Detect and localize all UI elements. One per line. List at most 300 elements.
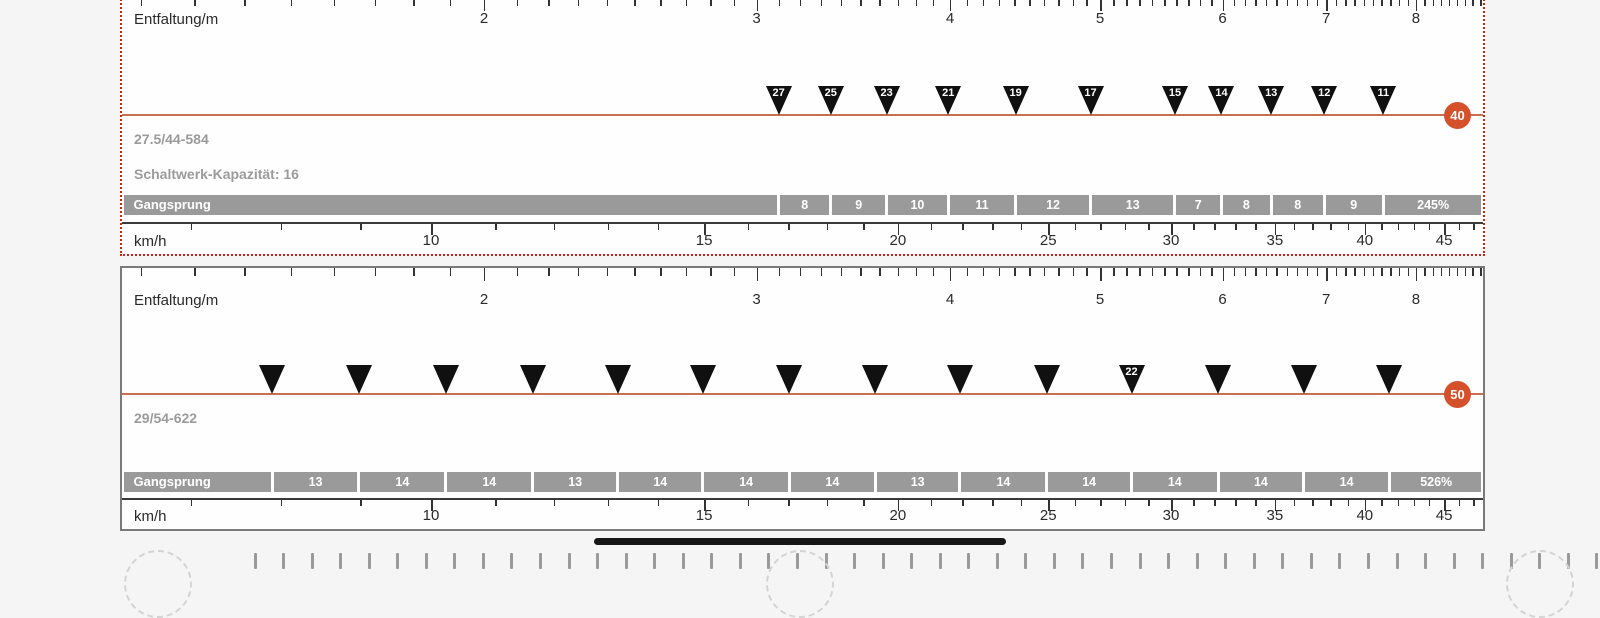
speed-tick (1294, 224, 1296, 230)
speed-tick (1398, 500, 1400, 506)
ruler-tick (375, 0, 377, 6)
triangle-icon (1205, 365, 1231, 394)
top-axis-label: Entfaltung/m (134, 11, 219, 28)
footer-tick (710, 553, 713, 569)
ruler-tick (1044, 268, 1046, 276)
ruler-tick-label: 2 (479, 10, 489, 27)
speed-tick (608, 224, 610, 230)
ruler-tick-label: 5 (1095, 291, 1105, 308)
ruler-tick (1164, 0, 1166, 6)
ruler-tick (933, 268, 935, 276)
ruler-tick (1139, 0, 1141, 6)
speed-tick (1214, 500, 1216, 506)
ruler-tick (841, 0, 843, 6)
gangsprung-cell: 14 (447, 472, 531, 492)
gear-marker (1205, 365, 1231, 394)
speed-tick (827, 500, 829, 506)
ruler-tick (1373, 268, 1375, 276)
ruler-tick (194, 0, 196, 6)
speed-tick (360, 500, 362, 506)
ruler-tick (1390, 0, 1392, 6)
footer-tick (939, 553, 942, 569)
gear-marker (1370, 86, 1396, 115)
gear-marker (1034, 365, 1060, 394)
speed-tick (1255, 500, 1257, 506)
ruler-tick-label: 3 (752, 291, 761, 308)
ruler-tick (1266, 0, 1268, 6)
ruler-tick (1297, 268, 1299, 276)
ruler-tick (141, 0, 143, 6)
gangsprung-cell: 8 (1223, 195, 1270, 215)
ruler-tick (1152, 268, 1154, 276)
footer-tick (1253, 553, 1256, 569)
ruler-tick (898, 0, 900, 6)
ruler-tick (1336, 268, 1338, 276)
speed-tick (1398, 224, 1400, 230)
speed-tick (554, 500, 556, 506)
ruler-tick (1223, 268, 1225, 281)
gangsprung-total-cell: 526% (1391, 472, 1482, 492)
footer-tick (1396, 553, 1399, 569)
speed-tick (554, 224, 556, 230)
ruler-tick (548, 0, 550, 6)
ruler-tick (1152, 0, 1154, 6)
ruler-tick (710, 268, 712, 276)
gangsprung-cell: 14 (1305, 472, 1388, 492)
ruler-tick (967, 268, 969, 276)
speed-tick (658, 500, 660, 506)
ruler-tick (1211, 268, 1213, 276)
speed-tick (1235, 500, 1237, 506)
ruler-tick (1200, 268, 1202, 276)
ruler-tick (1073, 0, 1075, 6)
ruler-tick (1433, 268, 1435, 276)
speed-tick (1294, 500, 1296, 506)
speed-tick (1193, 500, 1195, 506)
speed-tick (748, 500, 750, 506)
gear-marker (1258, 86, 1284, 115)
footer-tick (1110, 553, 1113, 569)
ruler-tick (1266, 268, 1268, 276)
triangle-icon (520, 365, 546, 394)
ruler-tick (1014, 0, 1016, 6)
footer-tick (1081, 553, 1084, 569)
footer-tick (1310, 553, 1313, 569)
ruler-tick (1234, 0, 1236, 6)
panel-title: 27.5/44-584 (134, 131, 209, 147)
gangsprung-cell: 12 (1017, 195, 1089, 215)
ruler-tick (1381, 0, 1383, 6)
gangsprung-cell: 14 (1133, 472, 1217, 492)
ruler-tick (1188, 0, 1190, 6)
gear-marker (1003, 86, 1029, 115)
ruler-tick (686, 268, 688, 276)
gear-marker (520, 365, 546, 394)
speed-tick (1214, 224, 1216, 230)
ruler-tick (1472, 0, 1474, 6)
ruler-tick (1188, 268, 1190, 276)
ruler-tick (1029, 268, 1031, 276)
ruler-tick (484, 268, 486, 281)
ruler-tick (1354, 268, 1356, 276)
ruler-tick (879, 268, 881, 276)
gear-marker (1291, 365, 1317, 394)
ruler-tick (1457, 268, 1459, 276)
speed-axis-line (122, 498, 1483, 500)
footer-tick (1139, 553, 1142, 569)
speed-tick (931, 224, 933, 230)
speed-tick (1429, 224, 1431, 230)
ruler-tick (1113, 268, 1115, 276)
ruler-tick (1416, 268, 1418, 281)
bottom-axis-label: km/h (134, 508, 167, 525)
footer-tick (596, 553, 599, 569)
footer-tick (1595, 553, 1598, 569)
gear-marker (935, 86, 961, 115)
ruler-tick (1139, 268, 1141, 276)
ruler-tick-label: 4 (945, 291, 955, 308)
footer-tick (539, 553, 542, 569)
speed-tick (1330, 224, 1332, 230)
footer-tick (1281, 553, 1284, 569)
ruler-tick (1058, 268, 1060, 276)
ruler-tick (291, 268, 293, 276)
ruler-tick (1044, 0, 1046, 6)
ruler-tick (734, 268, 736, 276)
speed-tick-label: 10 (422, 507, 440, 524)
gangsprung-cell: 14 (961, 472, 1045, 492)
ruler-tick (800, 268, 802, 276)
sprocket-icon (1506, 550, 1574, 618)
gangsprung-cell: 14 (1220, 472, 1303, 492)
gangsprung-cell: 14 (791, 472, 874, 492)
ruler-tick (1014, 268, 1016, 276)
speed-tick-label: 40 (1356, 232, 1374, 249)
ruler-tick (841, 268, 843, 276)
ruler-tick (1211, 0, 1213, 6)
triangle-icon (1291, 365, 1317, 394)
ruler-tick (800, 0, 802, 6)
gear-marker (1078, 86, 1104, 115)
ruler-tick (950, 268, 952, 281)
gear-marker-label: 25 (824, 87, 837, 99)
speed-axis-line (122, 222, 1483, 224)
ruler-tick (1390, 268, 1392, 276)
ruler-tick (1058, 0, 1060, 6)
ruler-tick (1086, 268, 1088, 276)
speed-tick (1429, 500, 1431, 506)
speed-tick (191, 224, 193, 230)
ruler-tick (1164, 268, 1166, 276)
gear-marker (1208, 86, 1234, 115)
footer-strip (0, 532, 1600, 569)
ruler-tick (244, 0, 246, 6)
speed-tick-label: 30 (1162, 232, 1180, 249)
speed-tick (281, 224, 283, 230)
ruler-tick (1086, 0, 1088, 6)
speed-tick (1075, 224, 1077, 230)
speed-tick (608, 500, 610, 506)
speed-tick (1414, 224, 1416, 230)
gear-marker-label: 22 (1125, 366, 1138, 378)
ruler-tick-label: 5 (1095, 10, 1105, 27)
speed-tick (1312, 224, 1314, 230)
speed-tick (1381, 224, 1383, 230)
ruler-tick-label: 2 (479, 291, 489, 308)
ruler-tick (450, 0, 452, 6)
speed-tick-label: 25 (1039, 232, 1057, 249)
speed-tick-label: 25 (1039, 507, 1057, 524)
speed-tick (1125, 224, 1127, 230)
speed-tick (1021, 500, 1023, 506)
speed-tick-label: 20 (889, 232, 907, 249)
ruler-tick (194, 268, 196, 276)
speed-tick (931, 500, 933, 506)
speed-tick-label: 35 (1266, 232, 1284, 249)
speed-tick (191, 500, 193, 506)
ruler-tick (967, 0, 969, 6)
speed-tick (827, 224, 829, 230)
ruler-tick (517, 0, 519, 6)
speed-tick-label: 15 (695, 232, 713, 249)
ruler-tick (1457, 0, 1459, 6)
footer-tick (853, 553, 856, 569)
chainring-badge: 50 (1444, 381, 1471, 408)
chart-area (122, 268, 1483, 529)
footer-tick (282, 553, 285, 569)
gear-marker-label: 21 (942, 87, 955, 99)
top-axis-label: Entfaltung/m (134, 292, 219, 309)
ruler-tick (1408, 268, 1410, 276)
footer-tick (1367, 553, 1370, 569)
ruler-tick (1255, 0, 1257, 6)
ruler-tick (660, 268, 662, 276)
speed-tick (1414, 500, 1416, 506)
panel-title: 29/54-622 (134, 410, 198, 426)
gear-marker (1311, 86, 1337, 115)
ruler-tick (983, 268, 985, 276)
ruler-tick (1200, 0, 1202, 6)
gear-marker-label: 11 (1377, 87, 1390, 99)
ruler-tick (1441, 0, 1443, 6)
ruler-tick (916, 0, 918, 6)
speed-tick-label: 35 (1266, 507, 1284, 524)
ruler-tick (1345, 0, 1347, 6)
ruler-tick (413, 0, 415, 6)
ruler-tick (450, 268, 452, 276)
gear-marker-label: 19 (1009, 87, 1022, 99)
ruler-tick (1245, 268, 1247, 276)
triangle-icon (346, 365, 372, 394)
ruler-tick (517, 268, 519, 276)
speed-tick (788, 224, 790, 230)
gangsprung-cell: 11 (950, 195, 1014, 215)
gear-marker-label: 17 (1084, 87, 1097, 99)
ruler-tick (1317, 0, 1319, 6)
gear-chart-panel-1[interactable] (120, 0, 1485, 256)
ruler-tick (1176, 268, 1178, 276)
triangle-icon (862, 365, 888, 394)
ruler-tick (1373, 0, 1375, 6)
speed-tick (992, 224, 994, 230)
ruler-tick (413, 268, 415, 276)
footer-tick (1224, 553, 1227, 569)
speed-tick-label: 45 (1435, 232, 1453, 249)
gear-line (122, 393, 1483, 395)
ruler-tick (141, 268, 143, 276)
speed-tick (1075, 500, 1077, 506)
gear-marker-label: 14 (1215, 87, 1228, 99)
gear-marker (1376, 365, 1402, 394)
footer-tick (739, 553, 742, 569)
ruler-tick (1307, 0, 1309, 6)
ruler-tick (1073, 268, 1075, 276)
speed-tick (495, 500, 497, 506)
footer-tick (1024, 553, 1027, 569)
ruler-tick (1255, 268, 1257, 276)
triangle-icon (1034, 365, 1060, 394)
ruler-tick (634, 268, 636, 276)
ruler-tick (1449, 0, 1451, 6)
ruler-tick (1472, 268, 1474, 276)
ruler-tick-label: 8 (1411, 10, 1421, 27)
speed-tick (1459, 224, 1461, 230)
gangsprung-cell: 14 (704, 472, 787, 492)
speed-tick (1348, 224, 1350, 230)
ruler-tick (1480, 268, 1482, 276)
ruler-tick (983, 0, 985, 6)
ruler-tick (1424, 268, 1426, 276)
gangsprung-row-label: Gangsprung (124, 195, 778, 215)
triangle-icon (259, 365, 285, 394)
gangsprung-cell: 14 (360, 472, 444, 492)
ruler-tick (1433, 0, 1435, 6)
ruler-tick (1245, 0, 1247, 6)
gear-marker (947, 365, 973, 394)
ruler-tick (1326, 268, 1328, 281)
ruler-tick (821, 268, 823, 276)
gear-marker (346, 365, 372, 394)
footer-tick (1481, 553, 1484, 569)
gear-marker (259, 365, 285, 394)
ruler-tick (634, 0, 636, 6)
ruler-tick (1287, 0, 1289, 6)
footer-tick (482, 553, 485, 569)
ruler-tick (660, 0, 662, 6)
ruler-tick (334, 268, 336, 276)
ruler-tick (1408, 0, 1410, 6)
footer-tick (882, 553, 885, 569)
ruler-tick-label: 3 (752, 10, 761, 27)
ruler-tick (548, 268, 550, 276)
ruler-tick (1126, 268, 1128, 276)
bottom-axis-label: km/h (134, 233, 167, 250)
ruler-tick (1100, 268, 1102, 281)
gangsprung-cell: 10 (888, 195, 947, 215)
triangle-icon (690, 365, 716, 394)
ruler-tick (1441, 268, 1443, 276)
speed-tick (1348, 500, 1350, 506)
ruler-tick (1465, 268, 1467, 276)
gangsprung-cell: 7 (1176, 195, 1219, 215)
speed-tick (1459, 500, 1461, 506)
ruler-tick (1029, 0, 1031, 6)
ruler-tick (1381, 268, 1383, 276)
footer-tick (910, 553, 913, 569)
ruler-tick-label: 8 (1411, 291, 1421, 308)
speed-tick (863, 224, 865, 230)
speed-tick (962, 500, 964, 506)
ruler-tick (757, 268, 759, 281)
speed-tick (788, 500, 790, 506)
chainring-badge: 40 (1444, 102, 1471, 129)
footer-tick (1338, 553, 1341, 569)
footer-tick (1167, 553, 1170, 569)
gear-marker-label: 27 (772, 87, 785, 99)
triangle-icon (433, 365, 459, 394)
footer-tick (1424, 553, 1427, 569)
footer-tick (339, 553, 342, 569)
footer-tick (254, 553, 257, 569)
gear-marker-label: 12 (1318, 87, 1331, 99)
footer-tick (1053, 553, 1056, 569)
ruler-tick (1345, 268, 1347, 276)
ruler-tick (686, 0, 688, 6)
gear-marker-label: 23 (880, 87, 893, 99)
gangsprung-cell: 13 (274, 472, 357, 492)
gangsprung-cell: 13 (877, 472, 959, 492)
ruler-tick (898, 268, 900, 276)
gear-marker (874, 86, 900, 115)
ruler-tick (334, 0, 336, 6)
footer-tick (311, 553, 314, 569)
ruler-tick (1276, 268, 1278, 276)
ruler-tick (1176, 0, 1178, 6)
ruler-tick (1399, 0, 1401, 6)
gear-marker-label: 13 (1265, 87, 1278, 99)
ruler-tick (1449, 268, 1451, 276)
ruler-tick (1354, 0, 1356, 6)
triangle-icon (1376, 365, 1402, 394)
gear-marker (433, 365, 459, 394)
gangsprung-row-label: Gangsprung (124, 472, 271, 492)
footer-tick (1196, 553, 1199, 569)
gangsprung-cell: 13 (1092, 195, 1173, 215)
gear-marker (766, 86, 792, 115)
speed-tick (1148, 500, 1150, 506)
ruler-tick (578, 268, 580, 276)
ruler-tick (1336, 0, 1338, 6)
ruler-tick (578, 0, 580, 6)
horizontal-scrollbar[interactable] (594, 538, 1006, 545)
ruler-tick (1317, 268, 1319, 276)
speed-tick (1100, 500, 1102, 506)
gear-marker-label: 15 (1168, 87, 1182, 99)
ruler-tick (779, 0, 781, 6)
ruler-tick (1297, 0, 1299, 6)
gangsprung-cell: 14 (619, 472, 701, 492)
speed-tick (1021, 224, 1023, 230)
ruler-tick (1399, 268, 1401, 276)
gear-chart-panel-2[interactable] (120, 266, 1485, 531)
ruler-tick (291, 0, 293, 6)
ruler-tick (710, 0, 712, 6)
ruler-tick-label: 6 (1218, 291, 1227, 308)
footer-tick (653, 553, 656, 569)
ruler-tick-label: 4 (945, 10, 955, 27)
speed-tick (863, 500, 865, 506)
ruler-tick (607, 268, 609, 276)
